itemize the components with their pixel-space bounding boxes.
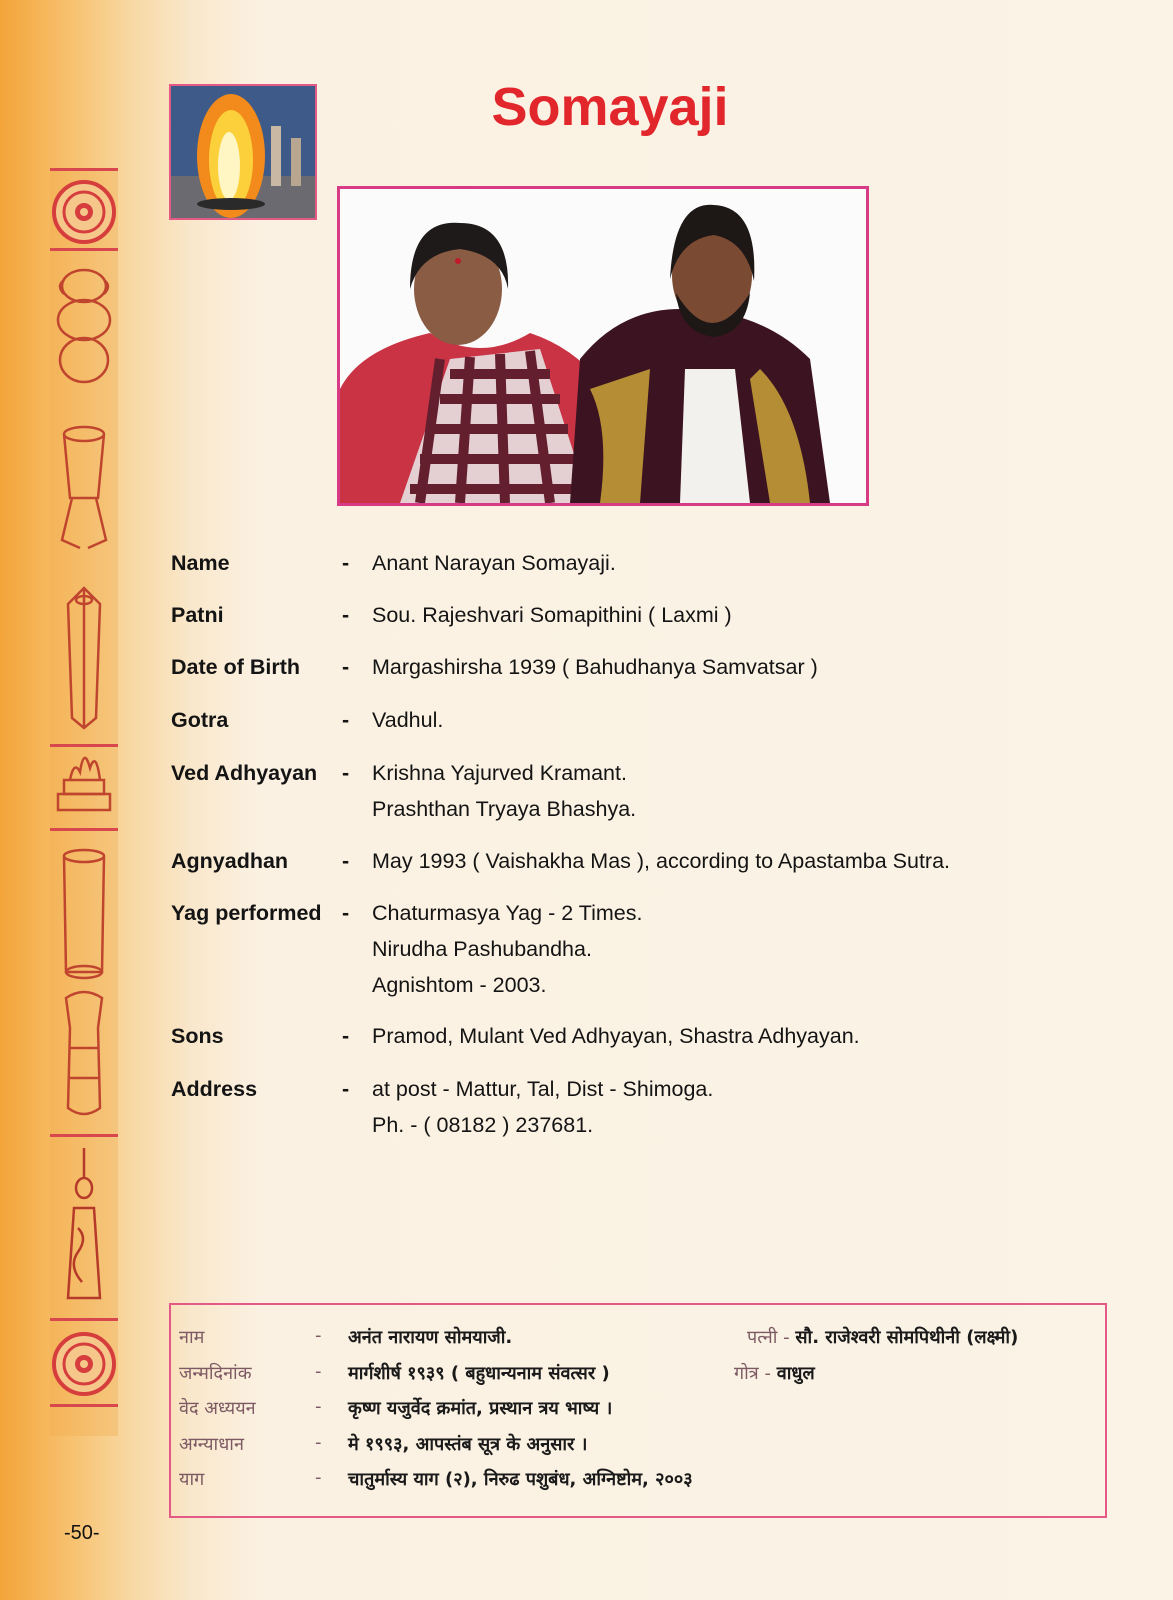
hindi-patni xyxy=(747,1325,1018,1349)
detail-line: Agnishtom - 2003. xyxy=(372,973,547,997)
detail-separator: - xyxy=(342,849,350,873)
ritual-vessels-illustration xyxy=(50,168,118,1436)
page-number: -50- xyxy=(64,1522,100,1544)
wheel-icon xyxy=(54,182,114,242)
detail-line: Vadhul. xyxy=(372,708,444,732)
detail-separator: - xyxy=(342,901,350,925)
hindi-label: वेद अध्ययन xyxy=(179,1398,256,1419)
detail-line: Sou. Rajeshvari Somapithini ( Laxmi ) xyxy=(372,603,732,627)
decorative-strip xyxy=(50,168,118,1436)
detail-label: Date of Birth xyxy=(171,655,300,679)
detail-line: May 1993 ( Vaishakha Mas ), according to Apastamba Sutra. xyxy=(372,849,951,873)
hindi-patni-label: पत्नी xyxy=(747,1327,778,1348)
hindi-value: कृष्ण यजुर्वेद क्रमांत, प्रस्थान त्रय भाष्य । xyxy=(348,1398,613,1419)
detail-value xyxy=(372,545,616,581)
detail-line: Pramod, Mulant Ved Adhyayan, Shastra Adhyayan. xyxy=(372,1024,860,1048)
detail-label: Address xyxy=(171,1077,258,1101)
detail-value xyxy=(372,843,950,879)
detail-separator: - xyxy=(342,761,350,785)
detail-line: Margashirsha 1939 ( Bahudhanya Samvatsar ) xyxy=(372,655,818,679)
detail-value xyxy=(372,895,642,1003)
hindi-gotra-label: गोत्र xyxy=(734,1363,759,1384)
hindi-value: अनंत नारायण सोमयाजी. xyxy=(348,1327,513,1348)
detail-line: Chaturmasya Yag - 2 Times. xyxy=(372,901,643,925)
fire-ritual-thumbnail xyxy=(169,84,317,220)
detail-line: Prashthan Tryaya Bhashya. xyxy=(372,797,637,821)
wheel-icon xyxy=(54,1334,114,1394)
hindi-value: मे १९९३, आपस्तंब सूत्र के अनुसार । xyxy=(348,1434,588,1455)
couple-photo xyxy=(337,186,869,506)
hindi-label: अग्न्याधान xyxy=(179,1434,244,1455)
detail-line: Nirudha Pashubandha. xyxy=(372,937,592,961)
hindi-label: नाम xyxy=(179,1327,205,1348)
hindi-label: याग xyxy=(179,1469,205,1490)
detail-label: Patni xyxy=(171,603,224,627)
detail-value xyxy=(372,755,636,827)
detail-line: Krishna Yajurved Kramant. xyxy=(372,761,627,785)
detail-separator: - xyxy=(342,708,350,732)
hindi-separator: - xyxy=(764,1363,771,1384)
detail-separator: - xyxy=(342,1077,350,1101)
detail-label: Ved Adhyayan xyxy=(171,761,318,785)
hindi-patni-value: सौ. राजेश्वरी सोमपिथीनी (लक्ष्मी) xyxy=(795,1327,1019,1348)
hindi-gotra xyxy=(734,1361,815,1385)
detail-line: Anant Narayan Somayaji. xyxy=(372,551,616,575)
hindi-summary-box xyxy=(169,1303,1107,1518)
hindi-value: चातुर्मास्य याग (२), निरुढ पशुबंध, अग्निष्टोम, २००३ xyxy=(348,1469,693,1490)
detail-line: at post - Mattur, Tal, Dist - Shimoga. xyxy=(372,1077,714,1101)
detail-label: Sons xyxy=(171,1024,224,1048)
detail-label: Gotra xyxy=(171,708,229,732)
hindi-separator: - xyxy=(315,1467,322,1488)
page-title: Somayaji xyxy=(491,77,729,137)
hindi-separator: - xyxy=(315,1325,322,1346)
detail-line: Ph. - ( 08182 ) 237681. xyxy=(372,1113,594,1137)
hindi-separator: - xyxy=(315,1432,322,1453)
hindi-separator: - xyxy=(315,1396,322,1417)
hindi-separator: - xyxy=(315,1361,322,1382)
detail-value xyxy=(372,702,443,738)
detail-separator: - xyxy=(342,603,350,627)
detail-value xyxy=(372,649,818,685)
detail-label: Name xyxy=(171,551,230,575)
hindi-gotra-value: वाधुल xyxy=(776,1363,815,1384)
detail-value xyxy=(372,1071,713,1143)
hindi-separator: - xyxy=(783,1327,790,1348)
detail-separator: - xyxy=(342,1024,350,1048)
portrait-image xyxy=(340,189,866,503)
detail-label: Yag performed xyxy=(171,901,322,925)
detail-separator: - xyxy=(342,655,350,679)
detail-value xyxy=(372,597,732,633)
detail-label: Agnyadhan xyxy=(171,849,289,873)
fire-image xyxy=(171,86,315,218)
hindi-value: मार्गशीर्ष १९३९ ( बहुधान्यनाम संवत्सर ) xyxy=(348,1363,610,1384)
detail-value xyxy=(372,1018,860,1054)
hindi-label: जन्मदिनांक xyxy=(179,1363,252,1384)
detail-separator: - xyxy=(342,551,350,575)
